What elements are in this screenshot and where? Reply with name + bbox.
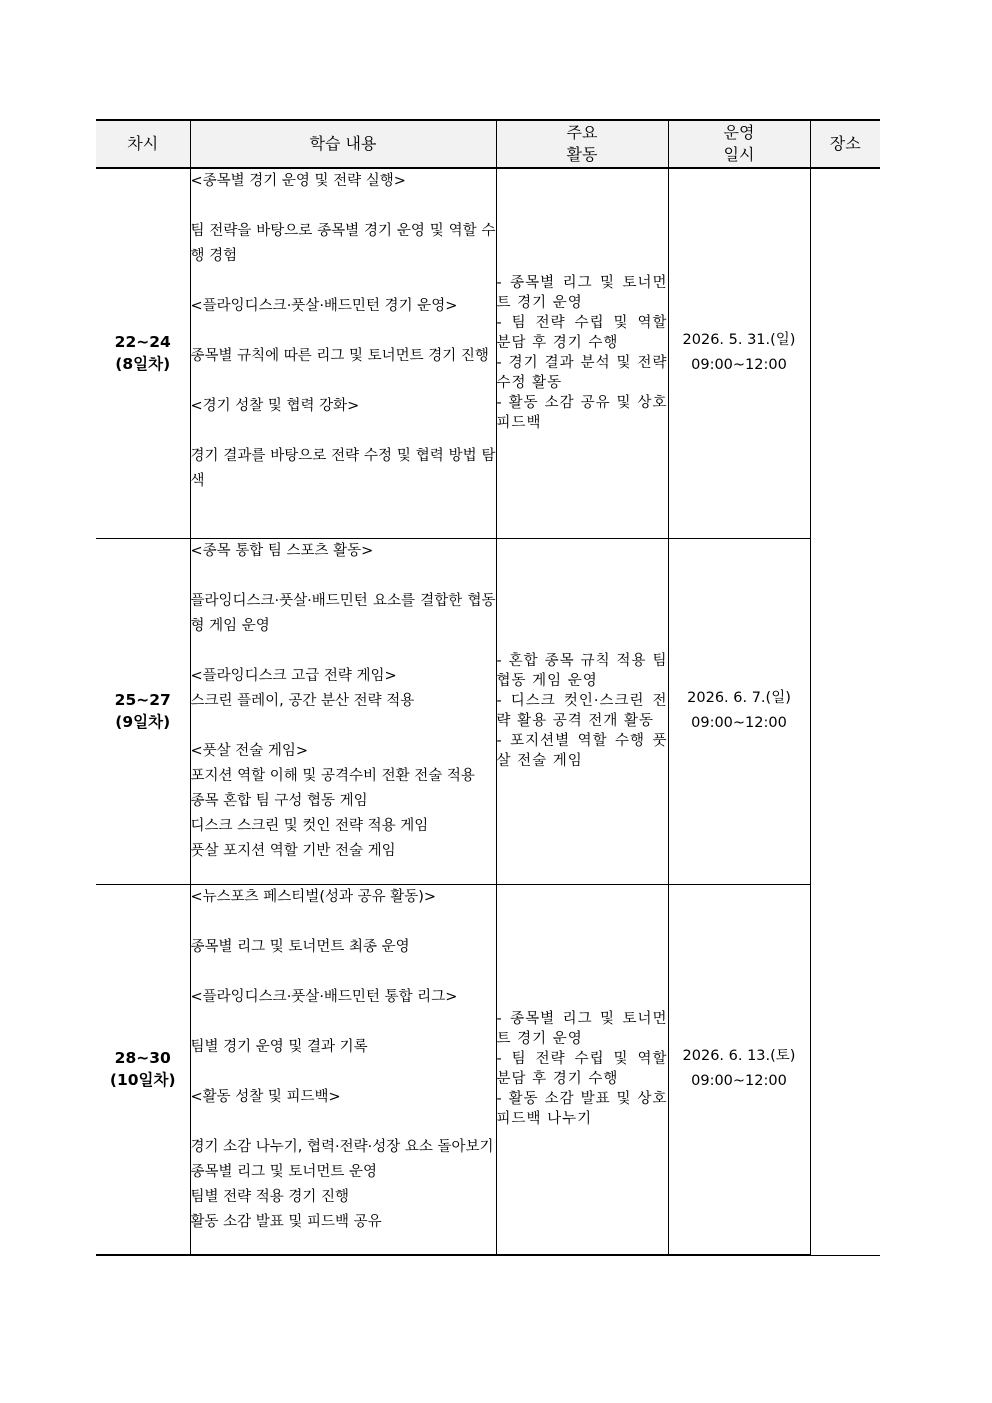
- activity-item: - 팀 전략 수립 및 역할 분담 후 경기 수행: [496, 1051, 668, 1088]
- content-cell: [190, 884, 496, 1255]
- date-text: 2026. 6. 13.(토): [682, 1048, 796, 1065]
- content-line: [191, 639, 496, 664]
- activity-item: - 활동 소감 발표 및 상호 피드백 나누기: [496, 1091, 668, 1128]
- table-row: [96, 884, 880, 1255]
- content-line: [191, 1110, 496, 1135]
- content-line: [191, 369, 496, 394]
- session-day: (8일차): [115, 355, 171, 374]
- content-line: [191, 269, 496, 294]
- datetime-cell: [668, 884, 810, 1255]
- content-cell: [190, 538, 496, 884]
- content-line: <플라잉디스크·풋살·배드민턴 통합 리그>: [190, 988, 458, 1005]
- activity-item: - 팀 전략 수립 및 역할 분담 후 경기 수행: [496, 315, 668, 352]
- content-line: <플라잉디스크·풋살·배드민턴 경기 운영>: [190, 298, 458, 314]
- schedule-table: [96, 119, 880, 1256]
- content-line: [191, 1010, 496, 1035]
- session-day: (10일차): [109, 1071, 176, 1090]
- content-line: [191, 910, 496, 935]
- session-range: 22~24: [114, 333, 171, 352]
- time-text: 09:00~12:00: [691, 1073, 787, 1090]
- content-line: [191, 319, 496, 344]
- content-line: 경기 소감 나누기, 협력·전략·성장 요소 돌아보기: [190, 1138, 494, 1155]
- content-line: <경기 성찰 및 협력 강화>: [190, 398, 360, 414]
- table-row: [96, 538, 880, 884]
- content-line: 풋살 포지션 역할 기반 전술 게임: [190, 842, 396, 859]
- content-line: 종목 혼합 팀 구성 협동 게임: [190, 792, 368, 809]
- header-datetime-label-1: 운영: [723, 123, 755, 142]
- content-line: [191, 960, 496, 985]
- content-line: [191, 194, 496, 219]
- activity-item: - 활동 소감 공유 및 상호 피드백: [496, 395, 668, 432]
- table-row: [96, 168, 880, 538]
- header-row: [96, 120, 880, 168]
- header-place-label: 장소: [829, 134, 861, 153]
- content-line: [191, 1060, 496, 1085]
- header-activity: [496, 120, 668, 168]
- content-line: <뉴스포츠 페스티벌(성과 공유 활동)>: [190, 888, 437, 905]
- datetime-cell: [668, 538, 810, 884]
- header-session: [96, 120, 190, 168]
- activity-item: - 혼합 종목 규칙 적용 팀 협동 게임 운영: [496, 653, 668, 689]
- header-datetime-label-2: 일시: [723, 145, 755, 164]
- time-text: 09:00~12:00: [691, 715, 787, 731]
- activity-item: - 포지션별 역할 수행 풋살 전술 게임: [496, 733, 668, 769]
- header-content-label: 학습 내용: [309, 134, 377, 153]
- time-text: 09:00~12:00: [691, 357, 787, 374]
- content-line: <종목별 경기 운영 및 전략 실행>: [190, 173, 406, 189]
- content-line: [191, 714, 496, 739]
- datetime-cell: [668, 168, 810, 538]
- content-line: 종목별 리그 및 토너먼트 운영: [190, 1163, 378, 1180]
- place-cell: [810, 168, 880, 1255]
- activity-item: - 종목별 리그 및 토너먼트 경기 운영: [496, 1011, 668, 1048]
- header-activity-label-2: 활동: [566, 145, 598, 164]
- header-activity-label-1: 주요: [566, 123, 598, 142]
- content-line: 포지션 역할 이해 및 공격수비 전환 전술 적용: [190, 767, 475, 784]
- content-line: 종목별 리그 및 토너먼트 최종 운영: [190, 938, 410, 955]
- activity-item: - 경기 결과 분석 및 전략 수정 활동: [496, 355, 668, 392]
- session-range: 28~30: [114, 1049, 171, 1068]
- content-line: 경기 결과를 바탕으로 전략 수정 및 협력 방법 탐색: [190, 448, 496, 489]
- activity-cell: [496, 884, 668, 1255]
- activity-cell: [496, 168, 668, 538]
- session-range: 25~27: [114, 691, 171, 709]
- activity-cell: [496, 538, 668, 884]
- session-cell: [96, 884, 190, 1255]
- content-line: <플라잉디스크 고급 전략 게임>: [190, 667, 397, 684]
- content-line: 팀 전략을 바탕으로 종목별 경기 운영 및 역할 수행 경험: [190, 223, 496, 264]
- content-line: 팀별 전략 적용 경기 진행: [190, 1188, 350, 1205]
- date-text: 2026. 6. 7.(일): [687, 690, 791, 706]
- header-content: [190, 120, 496, 168]
- session-cell: [96, 168, 190, 538]
- header-place: [810, 120, 880, 168]
- content-line: [191, 419, 496, 444]
- content-line: <활동 성찰 및 피드백>: [190, 1088, 341, 1105]
- content-line: 종목별 규칙에 따른 리그 및 토너먼트 경기 진행: [190, 348, 489, 364]
- content-line: 팀별 경기 운영 및 결과 기록: [190, 1038, 368, 1055]
- date-text: 2026. 5. 31.(일): [682, 332, 796, 349]
- header-datetime: [668, 120, 810, 168]
- session-day: (9일차): [115, 713, 171, 731]
- content-line: [191, 564, 496, 589]
- activity-item: - 디스크 컷인·스크린 전략 활용 공격 전개 활동: [496, 693, 668, 729]
- content-cell: [190, 168, 496, 538]
- content-line: <풋살 전술 게임>: [190, 742, 309, 759]
- content-line: 스크린 플레이, 공간 분산 전략 적용: [190, 692, 415, 709]
- session-cell: [96, 538, 190, 884]
- header-session-label: 차시: [127, 134, 159, 153]
- activity-item: - 종목별 리그 및 토너먼트 경기 운영: [496, 275, 668, 312]
- content-line: <종목 통합 팀 스포츠 활동>: [190, 542, 374, 559]
- content-line: 활동 소감 발표 및 피드백 공유: [190, 1213, 382, 1230]
- content-line: 플라잉디스크·풋살·배드민턴 요소를 결합한 협동형 게임 운영: [190, 592, 496, 634]
- content-line: 디스크 스크린 및 컷인 전략 적용 게임: [190, 817, 429, 834]
